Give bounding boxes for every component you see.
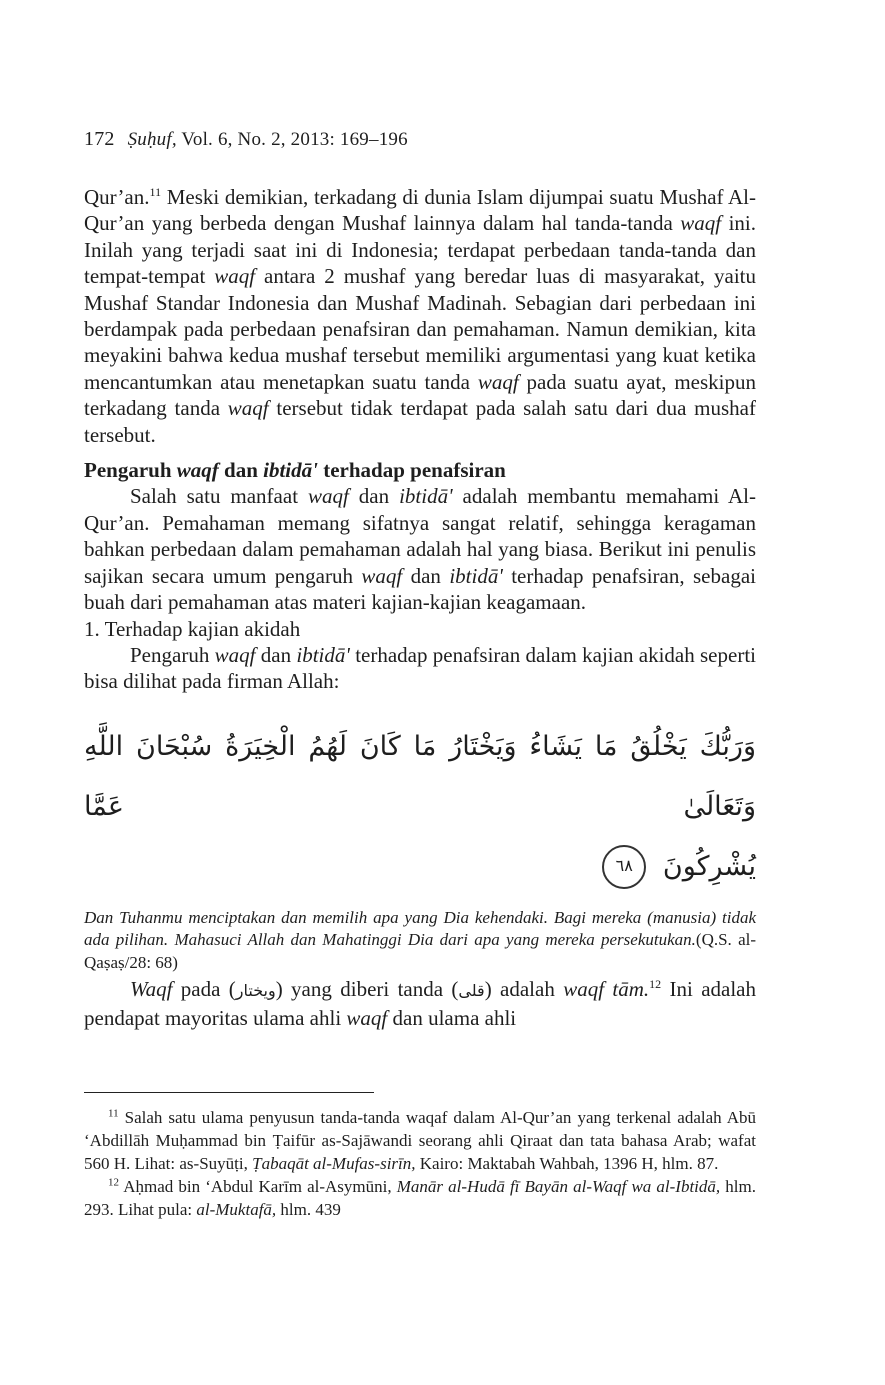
text-run: pada ( [172, 977, 236, 1002]
heading-text: dan [218, 458, 264, 483]
footnote-11 [84, 1106, 756, 1175]
text-run: dan [255, 642, 297, 667]
heading-italic: ibtidā' [263, 458, 318, 483]
paragraph-4 [84, 976, 756, 1031]
footnote-ref-12[interactable]: 12 [649, 977, 662, 992]
text-run: pada suatu ayat, meskipun terkadang tanda [84, 369, 756, 421]
footnote-divider [84, 1092, 374, 1093]
italic-term: Waqf [130, 977, 173, 1002]
text-run: ) adalah [484, 977, 564, 1002]
text-run: Meski demikian, terkadang di dunia Islam dijumpai suatu Mushaf Al-Qur’an yang berbeda dengan Mushaf lainnya dalam hal tanda-tanda [84, 185, 756, 236]
verse-text: يُشْرِكُونَ [662, 850, 756, 882]
text-run: tersebut tidak terdapat pada salah satu dari dua mushaf tersebut. [84, 396, 756, 447]
italic-term: waqf [214, 264, 256, 289]
text-run: dan [348, 484, 400, 509]
paragraph-1 [84, 184, 756, 448]
text-run: Salah satu manfaat [130, 484, 308, 509]
journal-name: Ṣuḥuf, [127, 129, 177, 150]
italic-term: waqf [308, 484, 349, 509]
running-header [84, 128, 408, 151]
footnote-number: 12 [108, 1176, 119, 1189]
heading-text: Pengaruh [84, 458, 177, 483]
page-number: 172 [84, 128, 115, 150]
footnote-text: Salah satu ulama penyusun tanda-tanda waqaf dalam Al-Qur’an yang terkenal adalah Abū ‘Abdillāh Muḥammad bin Ṭaifūr as-Sajāwandi seorang ahli Qiraat dan tata bahasa Arab; wafat 560 H. Lihat: as-Suyūṭi, [84, 1108, 756, 1173]
italic-term: ibtidā' [449, 563, 503, 588]
text-run: antara 2 mushaf yang beredar luas di masyarakat, yaitu Mushaf Standar Indonesia dan Mushaf Madinah. Sebagian dari perbedaan ini berdampak pada perbedaan penafsiran dan pemahaman. Namun demikian, kita meyakini bahwa kedua mushaf tersebut memiliki argumentasi yang kuat ketika mencantumkan atau menetapkan suatu tanda [84, 264, 756, 394]
italic-term: waqf [361, 563, 403, 588]
italic-term: ibtidā' [399, 484, 453, 509]
italic-term: waqf [477, 369, 519, 394]
heading-text: terhadap penafsiran [317, 458, 506, 483]
arabic-inline: قلى [458, 981, 485, 1001]
footnote-italic: al-Muktafā, [196, 1200, 277, 1219]
text-run: ini. Inilah yang terjadi saat ini di Indonesia; terdapat perbedaan tanda-tanda dan tempat-tempat [84, 211, 756, 289]
footnote-italic: Ṭabaqāt al-Mufas-sirīn, [252, 1154, 416, 1173]
verse-translation [84, 907, 756, 975]
italic-term: waqf [214, 642, 256, 667]
text-run: Pengaruh [130, 642, 215, 667]
verse-line-1: وَرَبُّكَ يَخْلُقُ مَا يَشَاءُ وَيَخْتَارُ مَا كَانَ لَهُمُ الْخِيَرَةُ سُبْحَانَ اللَّهِ وَتَعَالَىٰ عَمَّا [84, 730, 756, 822]
italic-term: waqf [680, 211, 722, 236]
italic-term: waqf tām. [563, 977, 650, 1002]
footnote-number: 11 [108, 1107, 119, 1120]
text-run: terhadap penafsiran, sebagai buah dari pemahaman atas materi kajian-kajian keagamaan. [84, 563, 756, 615]
verse-reference: (Q.S. al-Qaṣaṣ/28: 68) [84, 930, 756, 972]
footnote-text: hlm. 439 [276, 1200, 341, 1219]
italic-term: waqf [346, 1005, 388, 1030]
arabic-inline: ويختار [235, 981, 276, 1001]
text-run: Ini adalah pendapat mayoritas ulama ahli [84, 977, 756, 1030]
list-item-1: 1. Terhadap kajian akidah [84, 616, 301, 641]
text-run: adalah membantu memahami Al-Qur’an. Pemahaman memang sifatnya sangat relatif, sehingga keragaman bahkan perbedaan dalam pemahaman adalah hal yang biasa. Berikut ini penulis sajikan secara umum pengaruh [84, 484, 757, 588]
footnote-text: Kairo: Maktabah Wahbah, 1396 H, hlm. 87. [415, 1154, 719, 1173]
footnote-text: Aḥmad bin ‘Abdul Karīm al-Asymūni, [119, 1177, 397, 1196]
quran-verse [84, 717, 756, 897]
paragraph-3 [84, 642, 756, 695]
verse-number-badge: ٦٨ [602, 845, 646, 889]
footnotes [84, 1106, 756, 1221]
footnote-12 [84, 1175, 756, 1221]
text-run: dan [402, 563, 450, 588]
text-run: ) yang diberi tanda ( [275, 977, 459, 1002]
main-text [84, 184, 756, 1031]
italic-term: ibtidā' [296, 642, 350, 667]
text-run: terhadap penafsiran dalam kajian akidah seperti bisa dilihat pada firman Allah: [84, 642, 756, 694]
text-run: Qur’an. [84, 185, 150, 209]
footnote-text: hlm. 293. Lihat pula: [84, 1177, 756, 1219]
journal-citation: Vol. 6, No. 2, 2013: 169–196 [181, 129, 408, 150]
heading-italic: waqf [176, 458, 219, 483]
text-run: dan ulama ahli [387, 1005, 517, 1030]
footnote-ref-11[interactable]: 11 [149, 185, 162, 199]
footnote-italic: Manār al-Hudā fī Bayān al-Waqf wa al-Ibtidā, [396, 1177, 721, 1196]
paragraph-2 [84, 483, 756, 615]
italic-term: waqf [227, 396, 269, 421]
verse-line-2 [84, 837, 756, 897]
section-heading [84, 457, 756, 483]
translation-text: Dan Tuhanmu menciptakan dan memilih apa yang Dia kehendaki. Bagi mereka (manusia) tidak ada pilihan. Mahasuci Allah dan Mahatinggi Dia dari apa yang mereka persekutukan. [84, 907, 756, 950]
